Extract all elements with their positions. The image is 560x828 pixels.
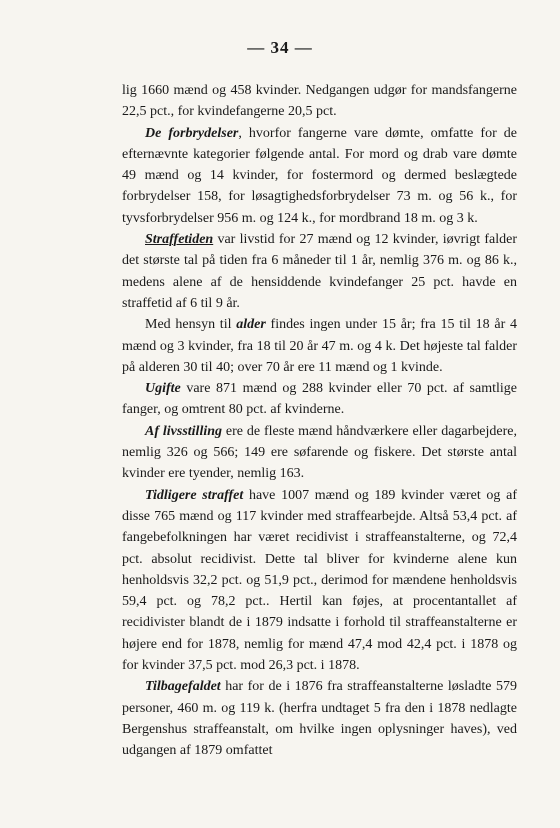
emphasized-term: De forbrydelser — [145, 125, 239, 141]
paragraph — [122, 80, 517, 123]
paragraph — [122, 314, 517, 378]
text-run: ere de fleste mænd håndværkere eller dagarbejdere, nemlig 326 og 566; 149 ere søfarende og fiskere. Det største antal kvinder ere tyender, nemlig 163. — [122, 423, 517, 482]
text-run: have 1007 mænd og 189 kvinder været og af disse 765 mænd og 117 kvinder med straffearbejde. Altså 53,4 pct. af fangebefolkningen har været recidivist i straffeanstalterne, og 72,4 pct. absolut recidivist. Dette tal bliver for kvinderne alene kun henholdsvis 32,2 pct. og 51,9 pct., derimod for mændene henholdsvis 59,4 pct. og 78,2 pct.. Hertil kan føjes, at procentantallet af recidivister blandt de i 1879 indsatte i forhold til straffeanstalterne er højere end for 1878, nemlig for mænd 47,4 mod 42,4 pct. i 1878 og for kvinder 37,5 pct. mod 26,3 pct. i 1878. — [122, 487, 517, 674]
emphasized-term: Ugifte — [145, 381, 181, 397]
paragraph — [122, 378, 517, 421]
emphasized-term: alder — [236, 317, 266, 333]
emphasized-term: Af livsstilling — [145, 423, 223, 439]
paragraph — [122, 676, 517, 761]
paragraph — [122, 421, 517, 485]
text-run: var livstid for 27 mænd og 12 kvinder, iøvrigt falder det største tal på tiden fra 6 måneder til 1 år, nemlig 376 m. og 86 k., medens alene af de hensiddende kvindefanger 25 pct. havde en straffetid af 6 til 9 år. — [122, 232, 517, 311]
text-run: lig 1660 mænd og 458 kvinder. Nedgangen udgør for mandsfangerne 22,5 pct., for kvindefangerne 20,5 pct. — [122, 83, 517, 120]
emphasized-term: Tidligere straffet — [145, 487, 244, 503]
text-run: , hvorfor fangerne vare dømte, omfatte for de efternævnte kategorier følgende antal. For mord og drab vare dømte 49 mænd og 14 kvinder, for fostermord og dermed beslægtede forbrydelser 158, for løsagtighedsforbrydelser 73 m. og 56 k., for tyvsforbrydelser 956 m. og 124 k., for mordbrand 18 m. og 3 k. — [122, 125, 517, 226]
body-text — [122, 80, 517, 762]
text-run: Med hensyn til — [145, 317, 237, 333]
text-run: vare 871 mænd og 288 kvinder eller 70 pct. af samtlige fanger, og omtrent 80 pct. af kvinderne. — [122, 381, 517, 418]
emphasized-term: Tilbagefaldet — [145, 679, 221, 695]
text-run: har for de i 1876 fra straffeanstalterne løsladte 579 personer, 460 m. og 119 k. (herfra undtaget 5 fra den i 1878 nedlagte Bergenshus straffeanstalt, om hvilke ingen oplysninger haves), ved udgangen af 1879 omfattet — [122, 679, 517, 759]
page-number: — 34 — — [247, 38, 313, 57]
paragraph — [122, 229, 517, 314]
text-run: findes ingen under 15 år; fra 15 til 18 år 4 mænd og 3 kvinder, fra 18 til 20 år 47 m. og 4 k. Det højeste tal falder på alderen 30 til 40; over 70 år ere 11 mænd og 1 kvinde. — [122, 317, 518, 375]
paragraph — [122, 485, 517, 677]
paragraph — [122, 123, 517, 229]
emphasized-term: Straffetiden — [145, 232, 214, 248]
